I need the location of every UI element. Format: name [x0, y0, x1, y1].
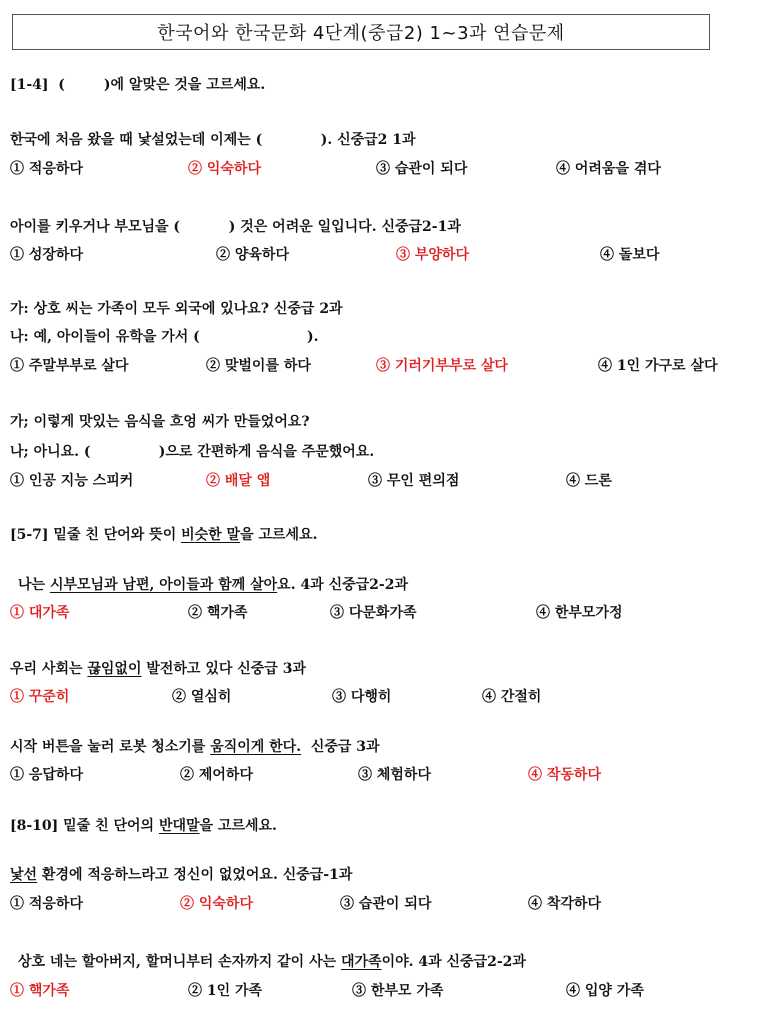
question-5-sentence: [18, 576, 408, 594]
q3-option-1: ① 주말부부로 살다: [10, 358, 129, 374]
q9-option-2: ② 1인 가족: [188, 983, 263, 999]
q5-underlined: 시부모님과 남편, 아이들과 함께 살아: [49, 577, 278, 593]
section-heading-1-4: [1-4] ( )에 알맞은 것을 고르세요.: [10, 77, 266, 93]
q8-option-1: ① 적응하다: [10, 896, 83, 912]
q8-option-2-answer: ② 익숙하다: [180, 896, 253, 912]
q3-option-2: ② 맞벌이를 하다: [206, 358, 311, 374]
worksheet-title: 한국어와 한국문화 4단계(중급2) 1~3과 연습문제: [12, 14, 710, 50]
q2-option-1: ① 성장하다: [10, 247, 83, 263]
q6-prefix: 우리 사회는: [10, 661, 88, 677]
q9-suffix: 이야. 4과 신중급2-2과: [381, 954, 526, 970]
q6-option-3: ③ 다행히: [332, 689, 392, 705]
q2-option-4: ④ 돌보다: [600, 247, 660, 263]
q2-option-2: ② 양육하다: [216, 247, 289, 263]
q8-option-3: ③ 습관이 되다: [340, 896, 432, 912]
section-heading-5-7-text: [5-7] 밑줄 친 단어와 뜻이: [10, 527, 182, 543]
q7-suffix: 신중급 3과: [301, 739, 380, 755]
q7-prefix: 시작 버튼을 눌러 로봇 청소기를: [10, 739, 211, 755]
q4-option-4: ④ 드론: [566, 473, 612, 489]
q7-option-3: ③ 체험하다: [358, 767, 431, 783]
q3-option-3-answer: ③ 기러기부부로 살다: [376, 358, 508, 374]
q1-option-3: ③ 습관이 되다: [376, 161, 468, 177]
question-1-sentence: 한국에 처음 왔을 때 낯설었는데 이제는 ( ). 신중급2 1과: [10, 132, 416, 148]
question-3-line-2: 나: 예, 아이들이 유학을 가서 ( ).: [10, 329, 319, 345]
q5-option-3: ③ 다문화가족: [330, 605, 417, 621]
section-heading-8-10: [10, 817, 277, 835]
section-heading-5-7-underlined: 비슷한 말: [181, 527, 241, 543]
q4-option-3: ③ 무인 편의점: [368, 473, 460, 489]
q9-option-4: ④ 입양 가족: [566, 983, 644, 999]
question-2-sentence: 아이를 키우거나 부모님을 ( ) 것은 어려운 일입니다. 신중급2-1과: [10, 219, 461, 235]
q1-option-2-answer: ② 익숙하다: [188, 161, 261, 177]
q5-option-2: ② 핵가족: [188, 605, 248, 621]
q5-option-1-answer: ① 대가족: [10, 605, 70, 621]
question-4-line-2: 나; 아니요. ( )으로 간편하게 음식을 주문했어요.: [10, 444, 375, 460]
q1-option-4: ④ 어려움을 겪다: [556, 161, 661, 177]
q5-suffix: 요. 4과 신중급2-2과: [277, 577, 408, 593]
q6-underlined: 끊임없이: [87, 661, 142, 677]
q4-option-2-answer: ② 배달 앱: [206, 473, 271, 489]
q7-option-2: ② 제어하다: [180, 767, 253, 783]
question-7-sentence: [10, 738, 380, 756]
q9-option-1-answer: ① 핵가족: [10, 983, 70, 999]
question-9-sentence: [18, 953, 526, 971]
q6-option-2: ② 열심히: [172, 689, 232, 705]
q9-option-3: ③ 한부모 가족: [352, 983, 444, 999]
q4-option-1: ① 인공 지능 스피커: [10, 473, 134, 489]
question-6-sentence: [10, 660, 306, 678]
q8-suffix: 환경에 적응하느라고 정신이 없었어요. 신중급-1과: [37, 867, 353, 883]
q6-option-4: ④ 간절히: [482, 689, 542, 705]
question-4-line-1: 가; 이렇게 맛있는 음식을 흐엉 씨가 만들었어요?: [10, 414, 310, 430]
q5-prefix: 나는: [18, 577, 50, 593]
q6-suffix: 발전하고 있다 신중급 3과: [141, 661, 306, 677]
q8-underlined: 낯선: [10, 867, 38, 883]
q7-option-4-answer: ④ 작동하다: [528, 767, 601, 783]
q5-option-4: ④ 한부모가정: [536, 605, 623, 621]
q1-option-1: ① 적응하다: [10, 161, 83, 177]
q2-option-3-answer: ③ 부양하다: [396, 247, 469, 263]
section-heading-5-7-suffix: 을 고르세요.: [240, 527, 318, 543]
question-3-line-1: 가: 상호 씨는 가족이 모두 외국에 있나요? 신중급 2과: [10, 301, 343, 317]
q3-option-4: ④ 1인 가구로 살다: [598, 358, 718, 374]
section-heading-8-10-underlined: 반대말: [158, 818, 200, 834]
q9-underlined: 대가족: [341, 954, 382, 970]
section-heading-8-10-suffix: 을 고르세요.: [199, 818, 277, 834]
q9-prefix: 상호 네는 할아버지, 할머니부터 손자까지 같이 사는: [18, 954, 341, 970]
section-heading-8-10-text: [8-10] 밑줄 친 단어의: [10, 818, 159, 834]
q7-underlined: 움직이게 한다.: [210, 739, 302, 755]
q8-option-4: ④ 착각하다: [528, 896, 601, 912]
q7-option-1: ① 응답하다: [10, 767, 83, 783]
question-8-sentence: [10, 866, 352, 884]
q6-option-1-answer: ① 꾸준히: [10, 689, 70, 705]
section-heading-5-7: [10, 526, 317, 544]
